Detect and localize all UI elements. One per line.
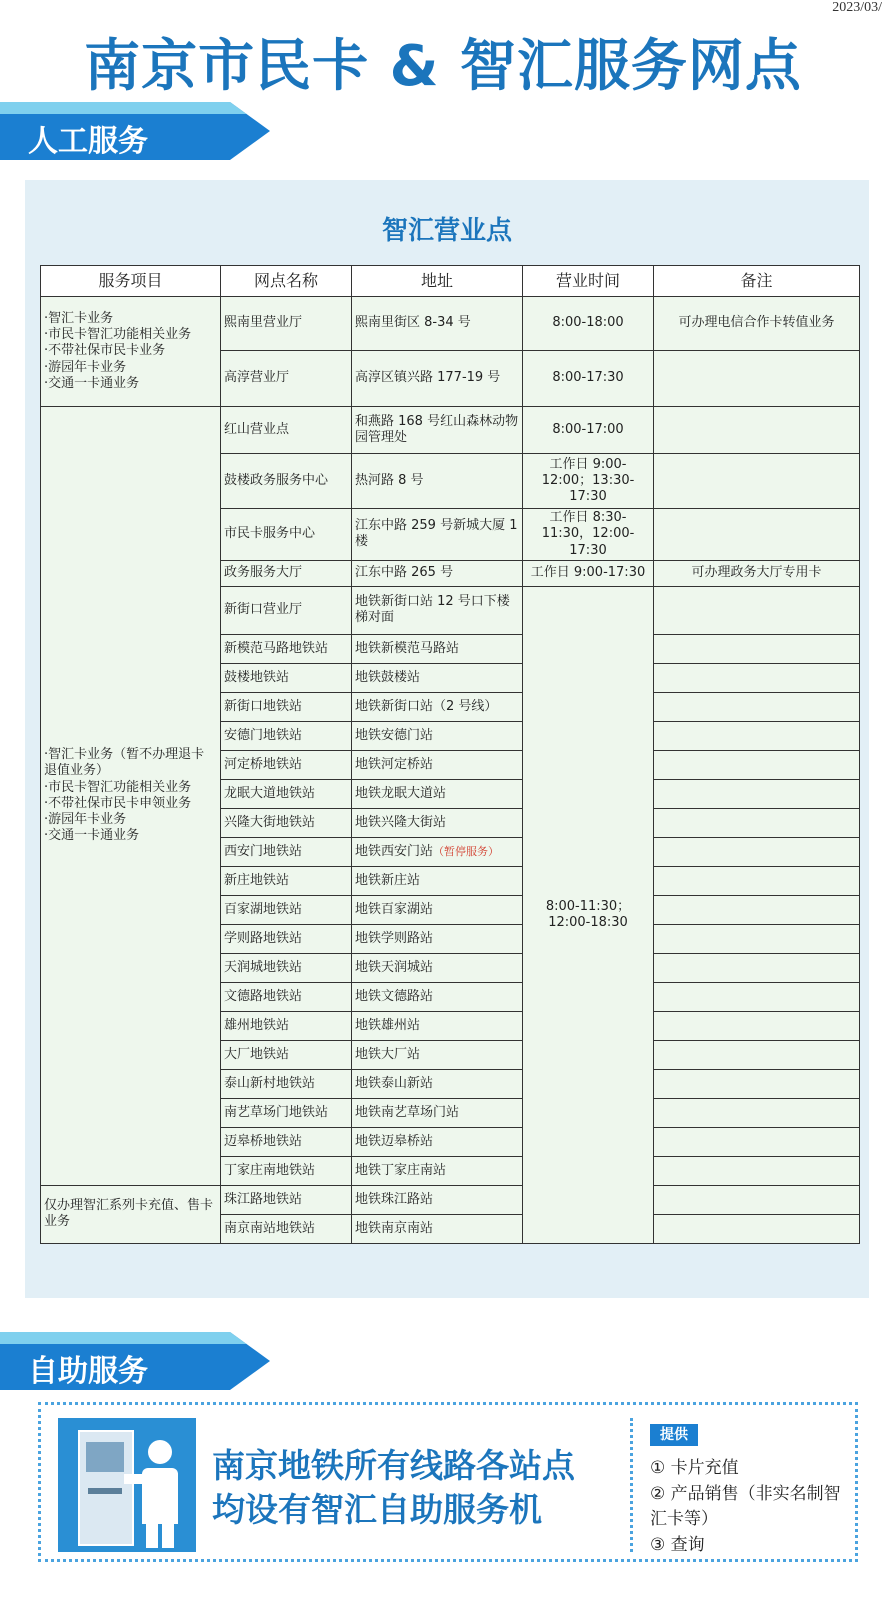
table-title: 智汇营业点 <box>381 216 512 246</box>
site-address: 地铁鼓楼站 <box>352 663 523 692</box>
site-name: 新模范马路地铁站 <box>221 634 352 663</box>
site-address: 地铁学则路站 <box>352 924 523 953</box>
site-note <box>654 407 860 454</box>
site-name: 学则路地铁站 <box>221 924 352 953</box>
site-name: 高淳营业厅 <box>221 351 352 407</box>
table-header-row <box>41 266 860 297</box>
site-note <box>654 634 860 663</box>
site-note <box>654 351 860 407</box>
site-address: 地铁兴隆大街站 <box>352 808 523 837</box>
header-service: 服务项目 <box>41 266 221 297</box>
date-stamp: 2023/03/ <box>832 0 882 15</box>
site-address: 熙南里街区 8-34 号 <box>352 297 523 351</box>
site-address: 地铁文德路站 <box>352 982 523 1011</box>
self-service-headline-2: 均设有智汇自助服务机 <box>212 1490 542 1529</box>
site-hours: 8:00-17:30 <box>523 351 654 407</box>
site-address: 高淳区镇兴路 177-19 号 <box>352 351 523 407</box>
site-address: 地铁南艺草场门站 <box>352 1098 523 1127</box>
site-note <box>654 1011 860 1040</box>
site-name: 西安门地铁站 <box>221 837 352 866</box>
site-address: 地铁龙眠大道站 <box>352 779 523 808</box>
site-name: 雄州地铁站 <box>221 1011 352 1040</box>
header-note: 备注 <box>654 266 860 297</box>
site-name: 南艺草场门地铁站 <box>221 1098 352 1127</box>
site-address: 地铁丁家庄南站 <box>352 1156 523 1185</box>
site-note <box>654 1214 860 1243</box>
site-address: 地铁天润城站 <box>352 953 523 982</box>
site-note <box>654 750 860 779</box>
section-ribbon-manual <box>0 102 270 160</box>
self-service-headline-1: 南京地铁所有线路各站点 <box>212 1446 575 1485</box>
site-address: 地铁新庄站 <box>352 866 523 895</box>
table-row <box>41 407 860 454</box>
site-name: 大厂地铁站 <box>221 1040 352 1069</box>
site-address: 江东中路 265 号 <box>352 560 523 586</box>
site-note: 可办理电信合作卡转值业务 <box>654 297 860 351</box>
site-name: 珠江路地铁站 <box>221 1185 352 1214</box>
site-address: 江东中路 259 号新城大厦 1 楼 <box>352 509 523 561</box>
table-row <box>41 297 860 351</box>
site-name: 新街口营业厅 <box>221 586 352 634</box>
site-note <box>654 1040 860 1069</box>
site-note <box>654 779 860 808</box>
site-name: 百家湖地铁站 <box>221 895 352 924</box>
site-note <box>654 1098 860 1127</box>
site-note <box>654 837 860 866</box>
site-note <box>654 924 860 953</box>
provide-label: 提供 <box>650 1424 698 1446</box>
site-name: 新街口地铁站 <box>221 692 352 721</box>
site-address: 地铁西安门站（暂停服务） <box>352 837 523 866</box>
site-address: 地铁新街口站（2 号线） <box>352 692 523 721</box>
site-note <box>654 1127 860 1156</box>
site-name: 红山营业点 <box>221 407 352 454</box>
service-group-3: 仅办理智汇系列卡充值、售卡业务 <box>41 1185 221 1243</box>
site-name: 天润城地铁站 <box>221 953 352 982</box>
suspended-tag: （暂停服务） <box>433 844 500 858</box>
site-address: 热河路 8 号 <box>352 454 523 509</box>
site-note <box>654 866 860 895</box>
site-address: 地铁迈皋桥站 <box>352 1127 523 1156</box>
site-name: 新庄地铁站 <box>221 866 352 895</box>
header-hours: 营业时间 <box>523 266 654 297</box>
site-note <box>654 509 860 561</box>
site-note <box>654 454 860 509</box>
provide-item: ③ 查询 <box>650 1534 705 1555</box>
site-note <box>654 982 860 1011</box>
site-note <box>654 895 860 924</box>
header-address: 地址 <box>352 266 523 297</box>
site-name: 龙眠大道地铁站 <box>221 779 352 808</box>
site-name: 鼓楼地铁站 <box>221 663 352 692</box>
site-name: 文德路地铁站 <box>221 982 352 1011</box>
site-note <box>654 808 860 837</box>
site-note: 可办理政务大厅专用卡 <box>654 560 860 586</box>
site-name: 丁家庄南地铁站 <box>221 1156 352 1185</box>
site-hours: 工作日 8:30-11:30，12:00-17:30 <box>523 509 654 561</box>
metro-hours: 8:00-11:30；12:00-18:30 <box>523 586 654 1243</box>
site-name: 市民卡服务中心 <box>221 509 352 561</box>
site-address: 地铁珠江路站 <box>352 1185 523 1214</box>
page-title: 南京市民卡 & 智汇服务网点 <box>84 34 802 99</box>
section-ribbon-self <box>0 1332 270 1390</box>
site-name: 兴隆大街地铁站 <box>221 808 352 837</box>
provide-item: ② 产品销售（非实名制智汇卡等） <box>650 1483 841 1529</box>
site-address: 地铁雄州站 <box>352 1011 523 1040</box>
provide-list <box>650 1456 850 1558</box>
header-site-name: 网点名称 <box>221 266 352 297</box>
site-hours: 工作日 9:00-17:30 <box>523 560 654 586</box>
site-address: 地铁泰山新站 <box>352 1069 523 1098</box>
site-address: 地铁南京南站 <box>352 1214 523 1243</box>
self-service-divider <box>630 1418 633 1552</box>
site-note <box>654 1185 860 1214</box>
site-hours: 工作日 9:00-12:00；13:30-17:30 <box>523 454 654 509</box>
service-group-1: ·智汇卡业务 ·市民卡智汇功能相关业务 ·不带社保市民卡业务 ·游园年卡业务 ·交通一卡通业务 <box>41 297 221 407</box>
service-group-2: ·智汇卡业务（暂不办理退卡退值业务） ·市民卡智汇功能相关业务 ·不带社保市民卡申领业务 ·游园年卡业务 ·交通一卡通业务 <box>41 407 221 1186</box>
site-name: 安德门地铁站 <box>221 721 352 750</box>
site-address: 地铁百家湖站 <box>352 895 523 924</box>
site-note <box>654 663 860 692</box>
site-note <box>654 1069 860 1098</box>
site-name: 南京南站地铁站 <box>221 1214 352 1243</box>
table-row <box>41 1185 860 1214</box>
site-hours: 8:00-17:00 <box>523 407 654 454</box>
site-address: 地铁大厂站 <box>352 1040 523 1069</box>
site-note <box>654 721 860 750</box>
site-hours: 8:00-18:00 <box>523 297 654 351</box>
site-name: 河定桥地铁站 <box>221 750 352 779</box>
site-address: 地铁新街口站 12 号口下楼梯对面 <box>352 586 523 634</box>
site-name: 泰山新村地铁站 <box>221 1069 352 1098</box>
site-address: 和燕路 168 号红山森林动物园管理处 <box>352 407 523 454</box>
service-sites-table <box>40 265 860 1244</box>
site-note <box>654 1156 860 1185</box>
site-name: 熙南里营业厅 <box>221 297 352 351</box>
site-address: 地铁河定桥站 <box>352 750 523 779</box>
site-note <box>654 953 860 982</box>
kiosk-illustration-icon <box>58 1418 196 1552</box>
section-title-self: 自助服务 <box>28 1354 148 1389</box>
site-note <box>654 586 860 634</box>
section-title-manual: 人工服务 <box>28 124 148 159</box>
provide-item: ① 卡片充值 <box>650 1458 739 1478</box>
site-name: 迈皋桥地铁站 <box>221 1127 352 1156</box>
site-name: 政务服务大厅 <box>221 560 352 586</box>
site-address: 地铁安德门站 <box>352 721 523 750</box>
site-address: 地铁新模范马路站 <box>352 634 523 663</box>
site-note <box>654 692 860 721</box>
site-name: 鼓楼政务服务中心 <box>221 454 352 509</box>
